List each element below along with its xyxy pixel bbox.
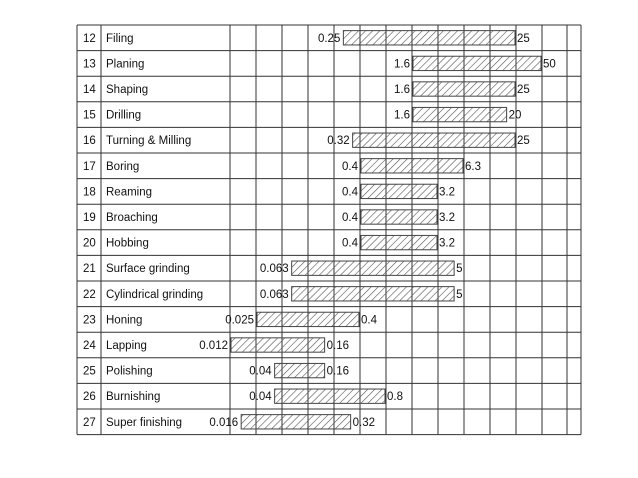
process-name: Filing xyxy=(106,32,134,45)
roughness-range-bar xyxy=(275,363,325,377)
max-roughness-label: 25 xyxy=(517,32,530,45)
roughness-range-bar xyxy=(361,235,437,249)
max-roughness-label: 0.16 xyxy=(326,365,350,378)
row-number: 16 xyxy=(83,135,96,148)
roughness-range-bar xyxy=(241,415,350,429)
max-roughness-label: 6.3 xyxy=(465,160,481,173)
row-number: 23 xyxy=(83,314,96,327)
min-roughness-label: 0.4 xyxy=(342,237,358,250)
table-row xyxy=(83,235,455,249)
roughness-range-bar xyxy=(292,287,454,301)
max-roughness-label: 3.2 xyxy=(439,186,455,199)
process-name: Super finishing xyxy=(106,416,183,429)
min-roughness-label: 0.04 xyxy=(249,365,272,378)
table-row xyxy=(83,363,349,377)
min-roughness-label: 0.012 xyxy=(199,340,228,352)
max-roughness-label: 0.32 xyxy=(352,416,376,429)
row-number: 19 xyxy=(83,212,96,224)
min-roughness-label: 1.6 xyxy=(394,58,410,71)
table-row xyxy=(83,312,378,326)
table-row xyxy=(83,389,403,403)
row-number: 25 xyxy=(83,365,96,378)
roughness-range-bar xyxy=(257,312,359,326)
roughness-range-bar xyxy=(275,389,385,403)
row-number: 13 xyxy=(83,58,96,71)
roughness-range-bar xyxy=(413,56,541,70)
max-roughness-label: 25 xyxy=(517,135,530,148)
min-roughness-label: 0.4 xyxy=(342,186,358,199)
roughness-range-bar xyxy=(343,31,515,45)
process-name: Reaming xyxy=(106,186,153,199)
row-number: 15 xyxy=(83,109,96,122)
min-roughness-label: 0.063 xyxy=(259,288,289,301)
max-roughness-label: 3.2 xyxy=(439,212,455,224)
max-roughness-label: 5 xyxy=(456,263,463,276)
process-name: Surface grinding xyxy=(106,263,190,276)
process-name: Burnishing xyxy=(106,391,161,404)
roughness-range-bar xyxy=(361,159,463,173)
process-name: Shaping xyxy=(106,84,149,96)
row-number: 20 xyxy=(83,237,96,250)
min-roughness-label: 0.25 xyxy=(317,32,341,45)
min-roughness-label: 1.6 xyxy=(394,84,410,96)
row-number: 14 xyxy=(83,84,96,96)
max-roughness-label: 25 xyxy=(517,84,530,96)
min-roughness-label: 1.6 xyxy=(394,109,410,122)
max-roughness-label: 50 xyxy=(543,58,556,71)
process-name: Planing xyxy=(106,58,145,71)
min-roughness-label: 0.016 xyxy=(209,416,239,429)
roughness-range-bar xyxy=(413,107,507,121)
process-name: Turning & Milling xyxy=(106,135,192,148)
process-name: Drilling xyxy=(106,109,142,122)
process-name: Lapping xyxy=(106,340,147,352)
table-row xyxy=(83,287,463,301)
row-number: 24 xyxy=(83,340,96,352)
row-number: 21 xyxy=(83,263,96,276)
row-number: 18 xyxy=(83,186,96,199)
table-row xyxy=(83,261,463,275)
process-name: Cylindrical grinding xyxy=(106,288,204,301)
max-roughness-label: 0.8 xyxy=(387,391,403,404)
max-roughness-label: 3.2 xyxy=(439,237,455,250)
min-roughness-label: 0.4 xyxy=(342,160,358,173)
min-roughness-label: 0.4 xyxy=(342,212,358,224)
process-name: Broaching xyxy=(106,212,158,224)
row-number: 26 xyxy=(83,391,96,404)
min-roughness-label: 0.025 xyxy=(225,314,254,327)
row-number: 22 xyxy=(83,288,96,301)
roughness-range-bar xyxy=(353,133,515,147)
row-number: 17 xyxy=(83,160,96,173)
roughness-range-bar xyxy=(292,261,454,275)
min-roughness-label: 0.04 xyxy=(249,391,272,404)
roughness-range-bar xyxy=(361,184,437,198)
max-roughness-label: 0.16 xyxy=(326,340,350,352)
max-roughness-label: 0.4 xyxy=(361,314,377,327)
table-row xyxy=(83,82,530,96)
process-name: Boring xyxy=(106,160,140,173)
roughness-range-bar xyxy=(361,210,437,224)
process-name: Hobbing xyxy=(106,237,149,250)
table-row xyxy=(83,415,375,429)
row-number: 27 xyxy=(83,416,96,429)
roughness-range-bar xyxy=(413,82,515,96)
table-row xyxy=(83,133,530,147)
table-row xyxy=(83,338,349,352)
roughness-range-bar xyxy=(231,338,325,352)
min-roughness-label: 0.063 xyxy=(259,263,289,276)
table-row xyxy=(83,56,556,70)
table-row xyxy=(83,107,521,121)
table-row xyxy=(83,31,530,45)
row-number: 12 xyxy=(83,32,96,45)
min-roughness-label: 0.32 xyxy=(327,135,350,148)
process-name: Honing xyxy=(106,314,143,327)
max-roughness-label: 5 xyxy=(456,288,463,301)
table-row xyxy=(83,184,455,198)
table-row xyxy=(83,210,455,224)
process-name: Polishing xyxy=(106,365,153,378)
max-roughness-label: 20 xyxy=(508,109,522,122)
